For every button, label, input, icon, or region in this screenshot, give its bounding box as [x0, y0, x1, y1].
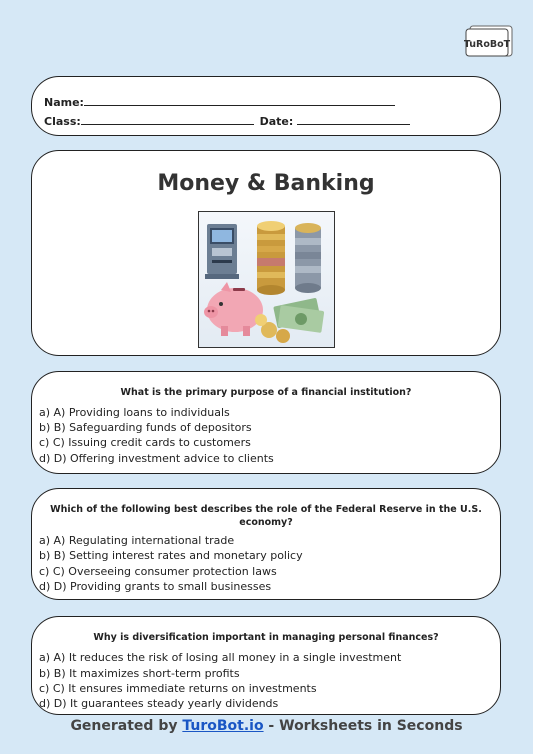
class-field[interactable] — [81, 113, 254, 125]
option-d[interactable]: d) D) Offering investment advice to clients — [39, 452, 274, 465]
option-a[interactable]: a) A) It reduces the risk of losing all money in a single investment — [39, 651, 402, 664]
question-text: Which of the following best describes the role of the Federal Reserve in the U.S. economy? — [50, 504, 482, 528]
coin-stack-icon — [257, 221, 285, 295]
date-field[interactable] — [297, 113, 410, 125]
worksheet-title: Money & Banking — [157, 171, 375, 196]
question-text: What is the primary purpose of a financial institution? — [120, 387, 412, 398]
turobot-logo — [464, 24, 516, 58]
turobot-link[interactable]: TurоBot.io — [182, 718, 264, 734]
coin-stack-icon — [295, 223, 321, 293]
question-card-1 — [31, 371, 501, 474]
class-label: Class: — [44, 115, 81, 128]
footer-prefix: Generated by — [70, 718, 183, 734]
option-c[interactable]: c) C) Issuing credit cards to customers — [39, 436, 251, 449]
option-a[interactable]: a) A) Providing loans to individuals — [39, 406, 230, 419]
svg-text:TuRoBoT: TuRoBoT — [464, 39, 511, 50]
atm-icon — [205, 224, 239, 279]
footer-suffix: - Worksheets in Seconds — [263, 718, 463, 734]
option-d[interactable]: d) D) Providing grants to small businesses — [39, 580, 272, 593]
option-c[interactable]: c) C) It ensures immediate returns on investments — [39, 682, 317, 695]
option-b[interactable]: b) B) Safeguarding funds of depositors — [39, 421, 252, 434]
option-a[interactable]: a) A) Regulating international trade — [39, 534, 235, 547]
option-d[interactable]: d) D) It guarantees steady yearly dividends — [39, 697, 279, 710]
money-banking-illustration — [198, 211, 335, 348]
option-b[interactable]: b) B) It maximizes short-term profits — [39, 667, 240, 680]
question-card-2 — [31, 488, 501, 600]
name-row — [44, 94, 395, 109]
name-label: Name: — [44, 96, 84, 109]
name-field[interactable] — [84, 94, 395, 106]
footer — [0, 718, 533, 734]
title-card — [31, 150, 501, 356]
option-c[interactable]: c) C) Overseeing consumer protection laws — [39, 565, 277, 578]
question-text: Why is diversification important in managing personal finances? — [93, 632, 439, 643]
date-label: Date: — [259, 115, 294, 128]
option-b[interactable]: b) B) Setting interest rates and monetary policy — [39, 549, 303, 562]
class-date-row — [44, 113, 410, 128]
question-card-3 — [31, 616, 501, 715]
student-info-card — [31, 76, 501, 136]
